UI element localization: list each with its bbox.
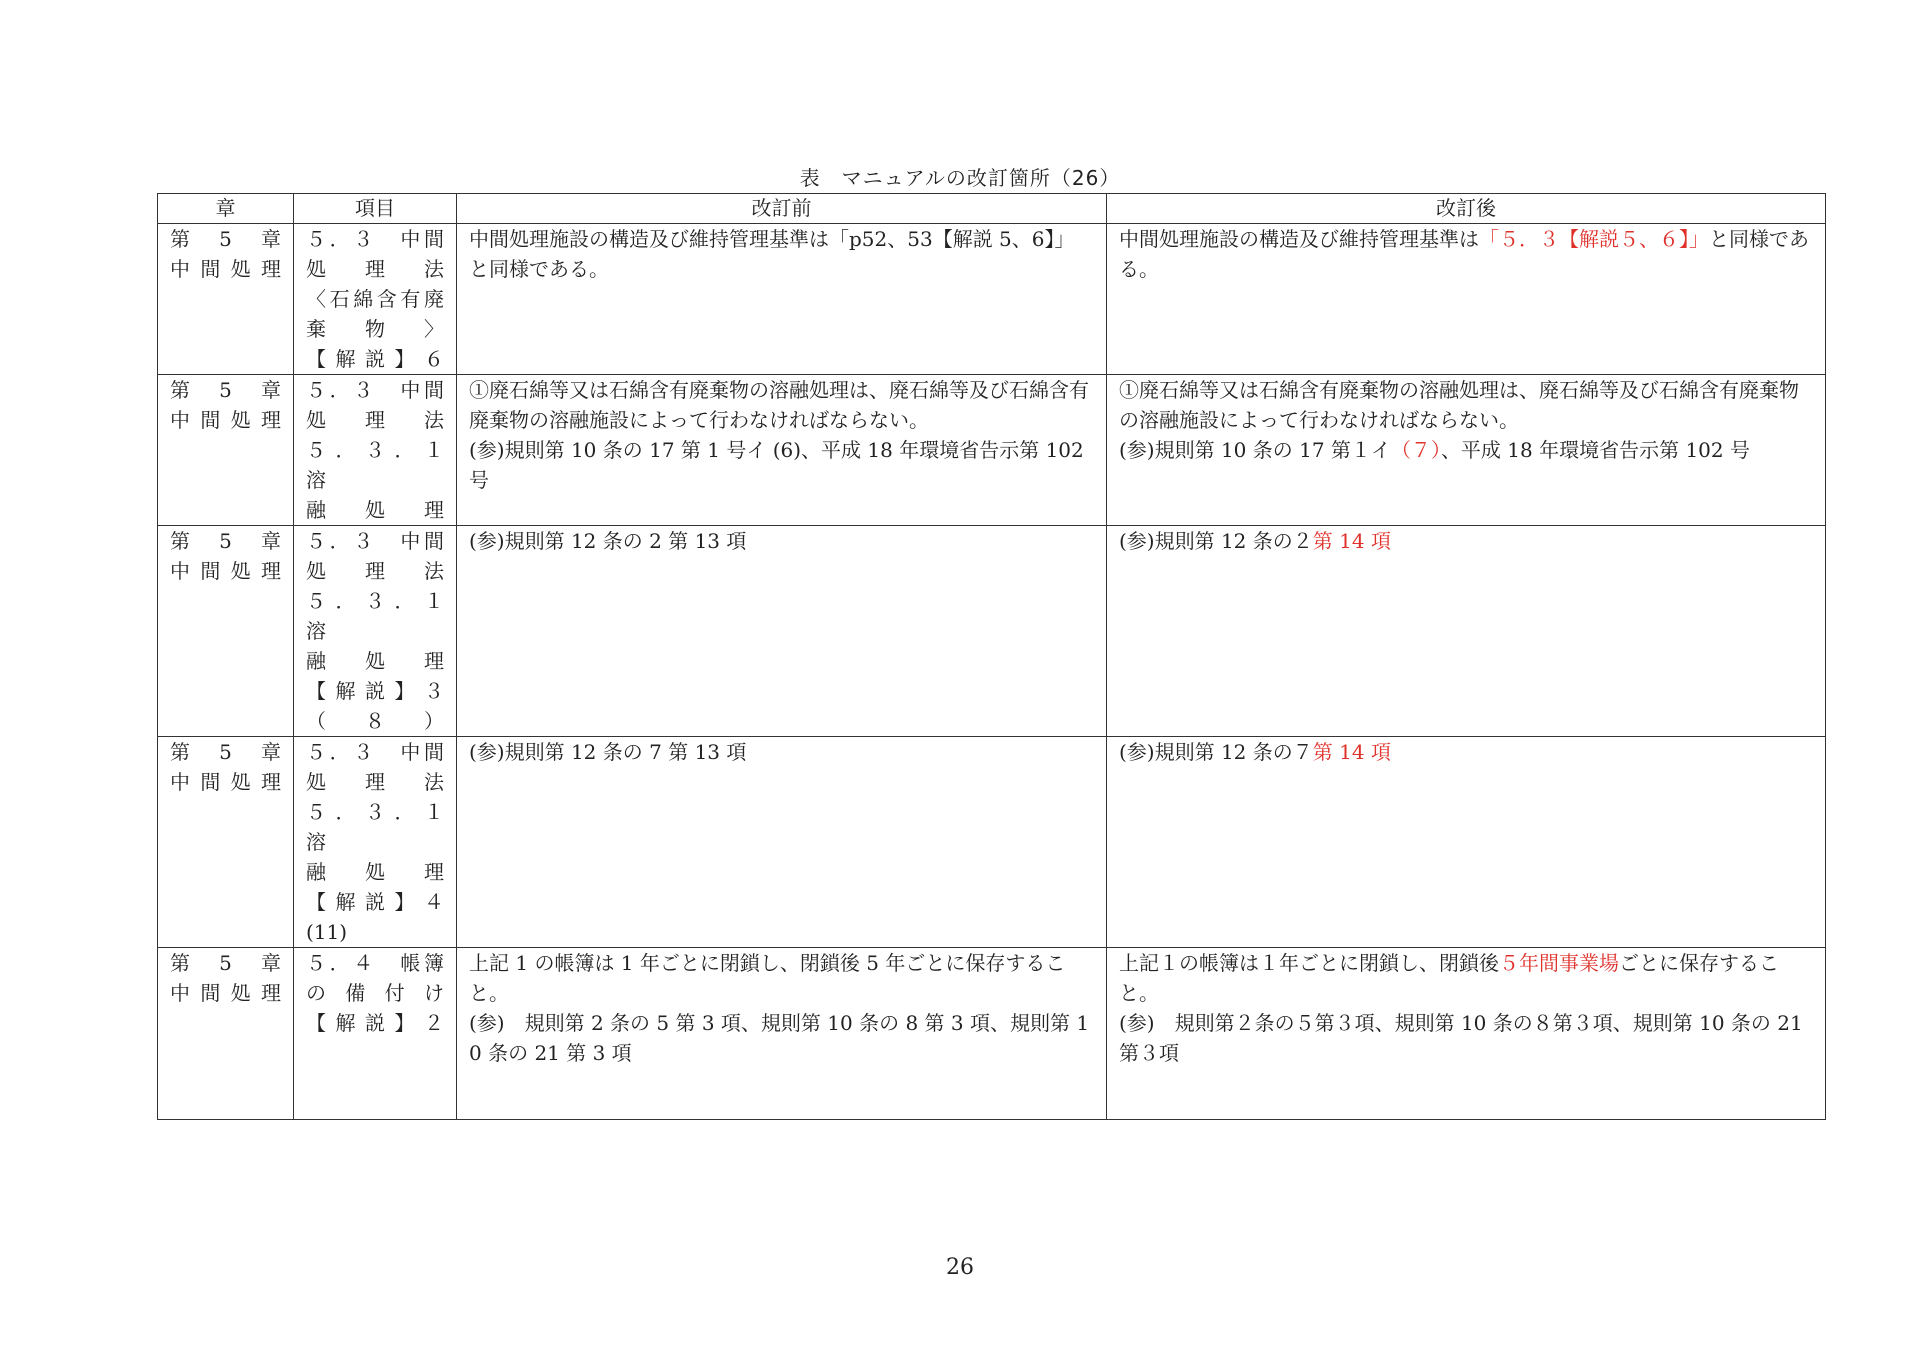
chapter-cell [158,375,294,526]
item-line: ５．４ 帳簿 [306,951,444,975]
item-line: 【 解 説 】 ４ [306,890,444,914]
header-after: 改訂後 [1107,194,1826,224]
item-line: ５．３ 中間 [306,378,444,402]
revision-table [157,193,1826,1120]
before-paragraph [469,737,1094,767]
item-line: （８） [306,709,444,733]
item-line: 【解説】６ [306,347,444,371]
after-text: (参) 規則第２条の５第３項、規則第 10 条の８第３項、規則第 10 条の 21 第３項 [1119,1011,1803,1065]
chapter-line: 中間処理 [170,770,281,794]
item-line: ５．３ 中間 [306,227,444,251]
after-cell [1107,375,1826,526]
item-cell [294,224,457,375]
item-line: (11) [306,920,348,944]
before-paragraph [469,435,1094,495]
before-text: (参)規則第 12 条の 2 第 13 項 [469,529,747,553]
before-paragraph [469,1008,1094,1068]
after-text: ①廃石綿等又は石綿含有廃棄物の溶融処理は、廃石綿等及び石綿含有廃棄物の溶融施設によって行わなければならない。 [1119,378,1799,432]
after-paragraph [1119,1008,1813,1068]
after-paragraph [1119,526,1813,556]
item-line: 処理法 [306,770,444,794]
chapter-line: 中間処理 [170,257,281,281]
chapter-cell [158,526,294,737]
table-row [158,526,1826,737]
before-cell [457,224,1107,375]
after-paragraph [1119,737,1813,767]
revised-text: 第 14 項 [1312,740,1391,764]
before-text: 中間処理施設の構造及び維持管理基準は「p52、53【解説 5、6】」と同様である。 [469,227,1075,281]
item-line: ５．３．１ 溶 [306,589,464,643]
before-paragraph [469,948,1094,1008]
after-text: (参)規則第 10 条の 17 第１イ [1119,438,1391,462]
header-chapter: 章 [158,194,294,224]
table-caption: 表 マニュアルの改訂箇所（26） [799,166,1121,190]
after-text: 、平成 18 年環境省告示第 102 号 [1440,438,1750,462]
table-row [158,948,1826,1120]
after-text: (参)規則第 12 条の２ [1119,529,1313,553]
after-cell [1107,737,1826,948]
after-cell [1107,948,1826,1120]
item-cell [294,948,457,1120]
before-text: (参)規則第 10 条の 17 第 1 号イ (6)、平成 18 年環境省告示第 102 号 [469,438,1084,492]
item-line: 融処理 [306,860,444,884]
item-line: 【 解 説 】 ３ [306,679,444,703]
revised-text: ５年間事業場 [1499,951,1619,975]
chapter-cell [158,737,294,948]
chapter-line: 第 5 章 [170,951,281,975]
after-text: ごとに保存すること。 [1119,951,1779,1005]
after-text: (参)規則第 12 条の７ [1119,740,1313,764]
item-line: 融処理 [306,649,444,673]
after-cell [1107,224,1826,375]
item-line: 【解説】２ [306,1011,444,1035]
header-item: 項目 [294,194,457,224]
item-line: 棄物〉 [306,317,444,341]
item-line: 処理法 [306,559,444,583]
table-body [158,224,1826,1120]
chapter-line: 中間処理 [170,408,281,432]
item-line: 処理法 [306,408,444,432]
item-line: 融処理 [306,498,444,522]
revised-text: 第 14 項 [1312,529,1391,553]
after-paragraph [1119,948,1813,1008]
before-cell [457,948,1107,1120]
item-line: の備付け [306,981,444,1005]
chapter-line: 第 5 章 [170,529,281,553]
item-cell [294,737,464,948]
chapter-line: 第 5 章 [170,378,281,402]
header-row [158,194,1826,224]
table-row [158,737,1826,948]
header-before: 改訂前 [457,194,1107,224]
before-paragraph [469,224,1094,284]
chapter-cell [158,948,294,1120]
item-cell [294,375,464,526]
before-text: ①廃石綿等又は石綿含有廃棄物の溶融処理は、廃石綿等及び石綿含有廃棄物の溶融施設によって行わなければならない。 [469,378,1089,432]
chapter-line: 中間処理 [170,559,281,583]
item-line: ５．３．１ 溶 [306,800,464,854]
revised-text: （７） [1390,438,1441,462]
after-paragraph [1119,224,1813,284]
before-cell [457,375,1107,526]
item-line: ５．３ 中間 [306,740,444,764]
before-paragraph [469,526,1094,556]
item-line: 〈石綿含有廃 [306,287,444,311]
after-paragraph [1119,435,1813,465]
item-cell [294,526,464,737]
before-paragraph [469,375,1094,435]
before-cell [457,737,1107,948]
item-line: ５．３．１ 溶 [306,438,464,492]
item-line: ５．３ 中間 [306,529,444,553]
chapter-cell [158,224,294,375]
chapter-line: 第 5 章 [170,227,281,251]
page-number: 26 [946,1255,974,1280]
chapter-line: 中間処理 [170,981,281,1005]
before-text: (参)規則第 12 条の 7 第 13 項 [469,740,747,764]
chapter-line: 第 5 章 [170,740,281,764]
before-cell [457,526,1107,737]
after-text: と同様である。 [1119,227,1809,281]
after-paragraph [1119,375,1813,435]
revised-text: 「５．３【解説５、６】」 [1479,227,1709,251]
table-row [158,224,1826,375]
after-text: 中間処理施設の構造及び維持管理基準は [1119,227,1479,251]
before-text: (参) 規則第 2 条の 5 第 3 項、規則第 10 条の 8 第 3 項、規則第 10 条の 21 第 3 項 [469,1011,1090,1065]
table-row [158,375,1826,526]
after-cell [1107,526,1826,737]
item-line: 処理法 [306,257,444,281]
before-text: 上記 1 の帳簿は 1 年ごとに閉鎖し、閉鎖後 5 年ごとに保存すること。 [469,951,1066,1005]
after-text: 上記１の帳簿は１年ごとに閉鎖し、閉鎖後 [1119,951,1499,975]
